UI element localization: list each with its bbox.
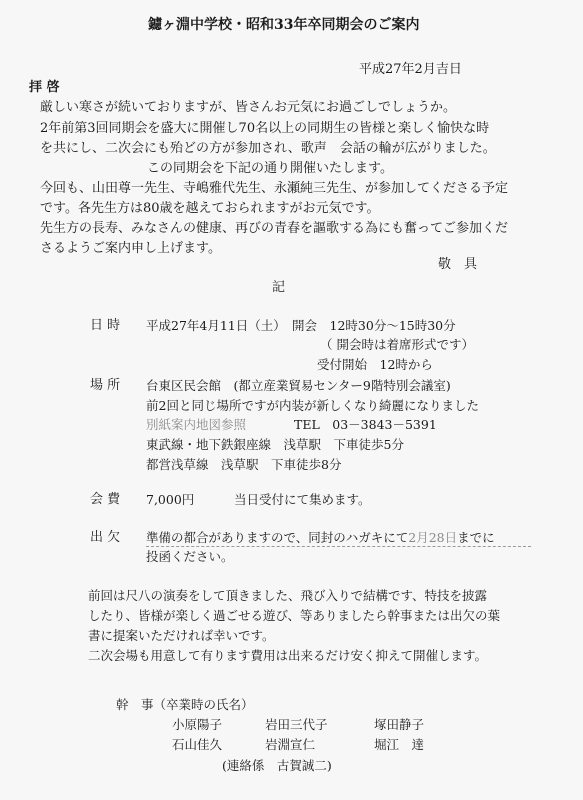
access-line-2: 都営浅草線 浅草駅 下車徒歩8分 — [146, 457, 342, 472]
body-line: です。各先生方は80歳を越えておられますがお元気です。 — [40, 201, 380, 216]
body-line: さるようご案内申し上げます。 — [40, 241, 221, 256]
organizer-name: 堀江 達 — [374, 737, 425, 752]
body-line: 今回も、山田尊一先生、寺嶋雅代先生、永瀬純三先生、が参加してくださる予定 — [40, 181, 509, 196]
body-line: 2年前第3回同期会を盛大に開催し70名以上の同期生の皆様と楽しく愉快な時 — [40, 121, 490, 136]
body-line: を共にし、二次会にも殆どの方が参加され、歌声 会話の輪が広がりました。 — [40, 141, 496, 156]
body-line: 先生方の長寿、みなさんの健康、再びの青春を謳歌する為にも奮ってご参加くだ — [40, 221, 509, 236]
body-line: 厳しい寒さが続いておりますが、皆さんお元気にお過ごしでしょうか。 — [40, 100, 457, 115]
contact-person: (連絡係 古賀誠二) — [222, 758, 332, 773]
body-line: この同期会を下記の通り開催いたします。 — [147, 161, 393, 176]
fee-amount: 7,000円 — [146, 492, 195, 507]
rsvp-text-post: までに — [457, 530, 495, 545]
extra-line: 書に提案いただければ幸いです。 — [88, 628, 275, 643]
rsvp-line-2: 投函ください。 — [146, 549, 234, 564]
organizers-label: 幹 事（卒業時の氏名） — [116, 697, 254, 712]
venue-label: 場 所 — [90, 378, 121, 393]
reception-time: 受付開始 12時から — [317, 357, 433, 372]
rsvp-label: 出 欠 — [90, 530, 121, 545]
organizer-name: 石山佳久 — [172, 737, 223, 752]
rsvp-line-1 — [146, 530, 531, 547]
access-line-1: 東武線・地下鉄銀座線 浅草駅 下車徒歩5分 — [146, 437, 404, 452]
extra-line: 前回は尺八の演奏をして頂きました、飛び入りで結構です、特技を披露 — [88, 588, 488, 603]
venue-name: 台東区民会館 (都立産業貿易センター9階特別会議室) — [146, 378, 451, 393]
organizer-name: 小原陽子 — [172, 717, 223, 732]
venue-note: 前2回と同じ場所ですが内装が新しくなり綺麗になりました — [146, 398, 479, 413]
fee-note: 当日受付にて集めます。 — [234, 492, 371, 507]
organizer-name: 岩淵宣仁 — [265, 737, 316, 752]
organizer-name: 塚田静子 — [374, 717, 425, 732]
datetime-value: 平成27年4月11日（土） 開会 12時30分～15時30分 — [146, 318, 456, 333]
datetime-note: （ 開会時は着席形式です） — [320, 337, 474, 352]
ki-heading: 記 — [272, 280, 286, 295]
greeting-haikei: 拝 啓 — [29, 80, 60, 95]
venue-phone: TEL 03－3843－5391 — [294, 417, 437, 432]
rsvp-text-pre: 準備の都合がありますので、同封のハガキにて — [146, 530, 409, 545]
extra-line: 二次会場も用意して有ります費用は出来るだけ安く抑えて開催します。 — [88, 648, 488, 663]
datetime-label: 日 時 — [90, 318, 121, 333]
map-reference: 別紙案内地図参照 — [146, 417, 247, 432]
closing-keigu: 敬 具 — [438, 257, 478, 272]
issue-date: 平成27年2月吉日 — [359, 62, 462, 77]
fee-label: 会 費 — [90, 492, 121, 507]
organizer-name: 岩田三代子 — [265, 717, 328, 732]
document-title: 鑢ヶ淵中学校・昭和33年卒同期会のご案内 — [148, 17, 420, 33]
rsvp-deadline: 2月28日 — [408, 530, 458, 545]
extra-line: したり、皆様が楽しく過ごせる遊び、等ありましたら幹事または出欠の葉 — [88, 608, 501, 623]
